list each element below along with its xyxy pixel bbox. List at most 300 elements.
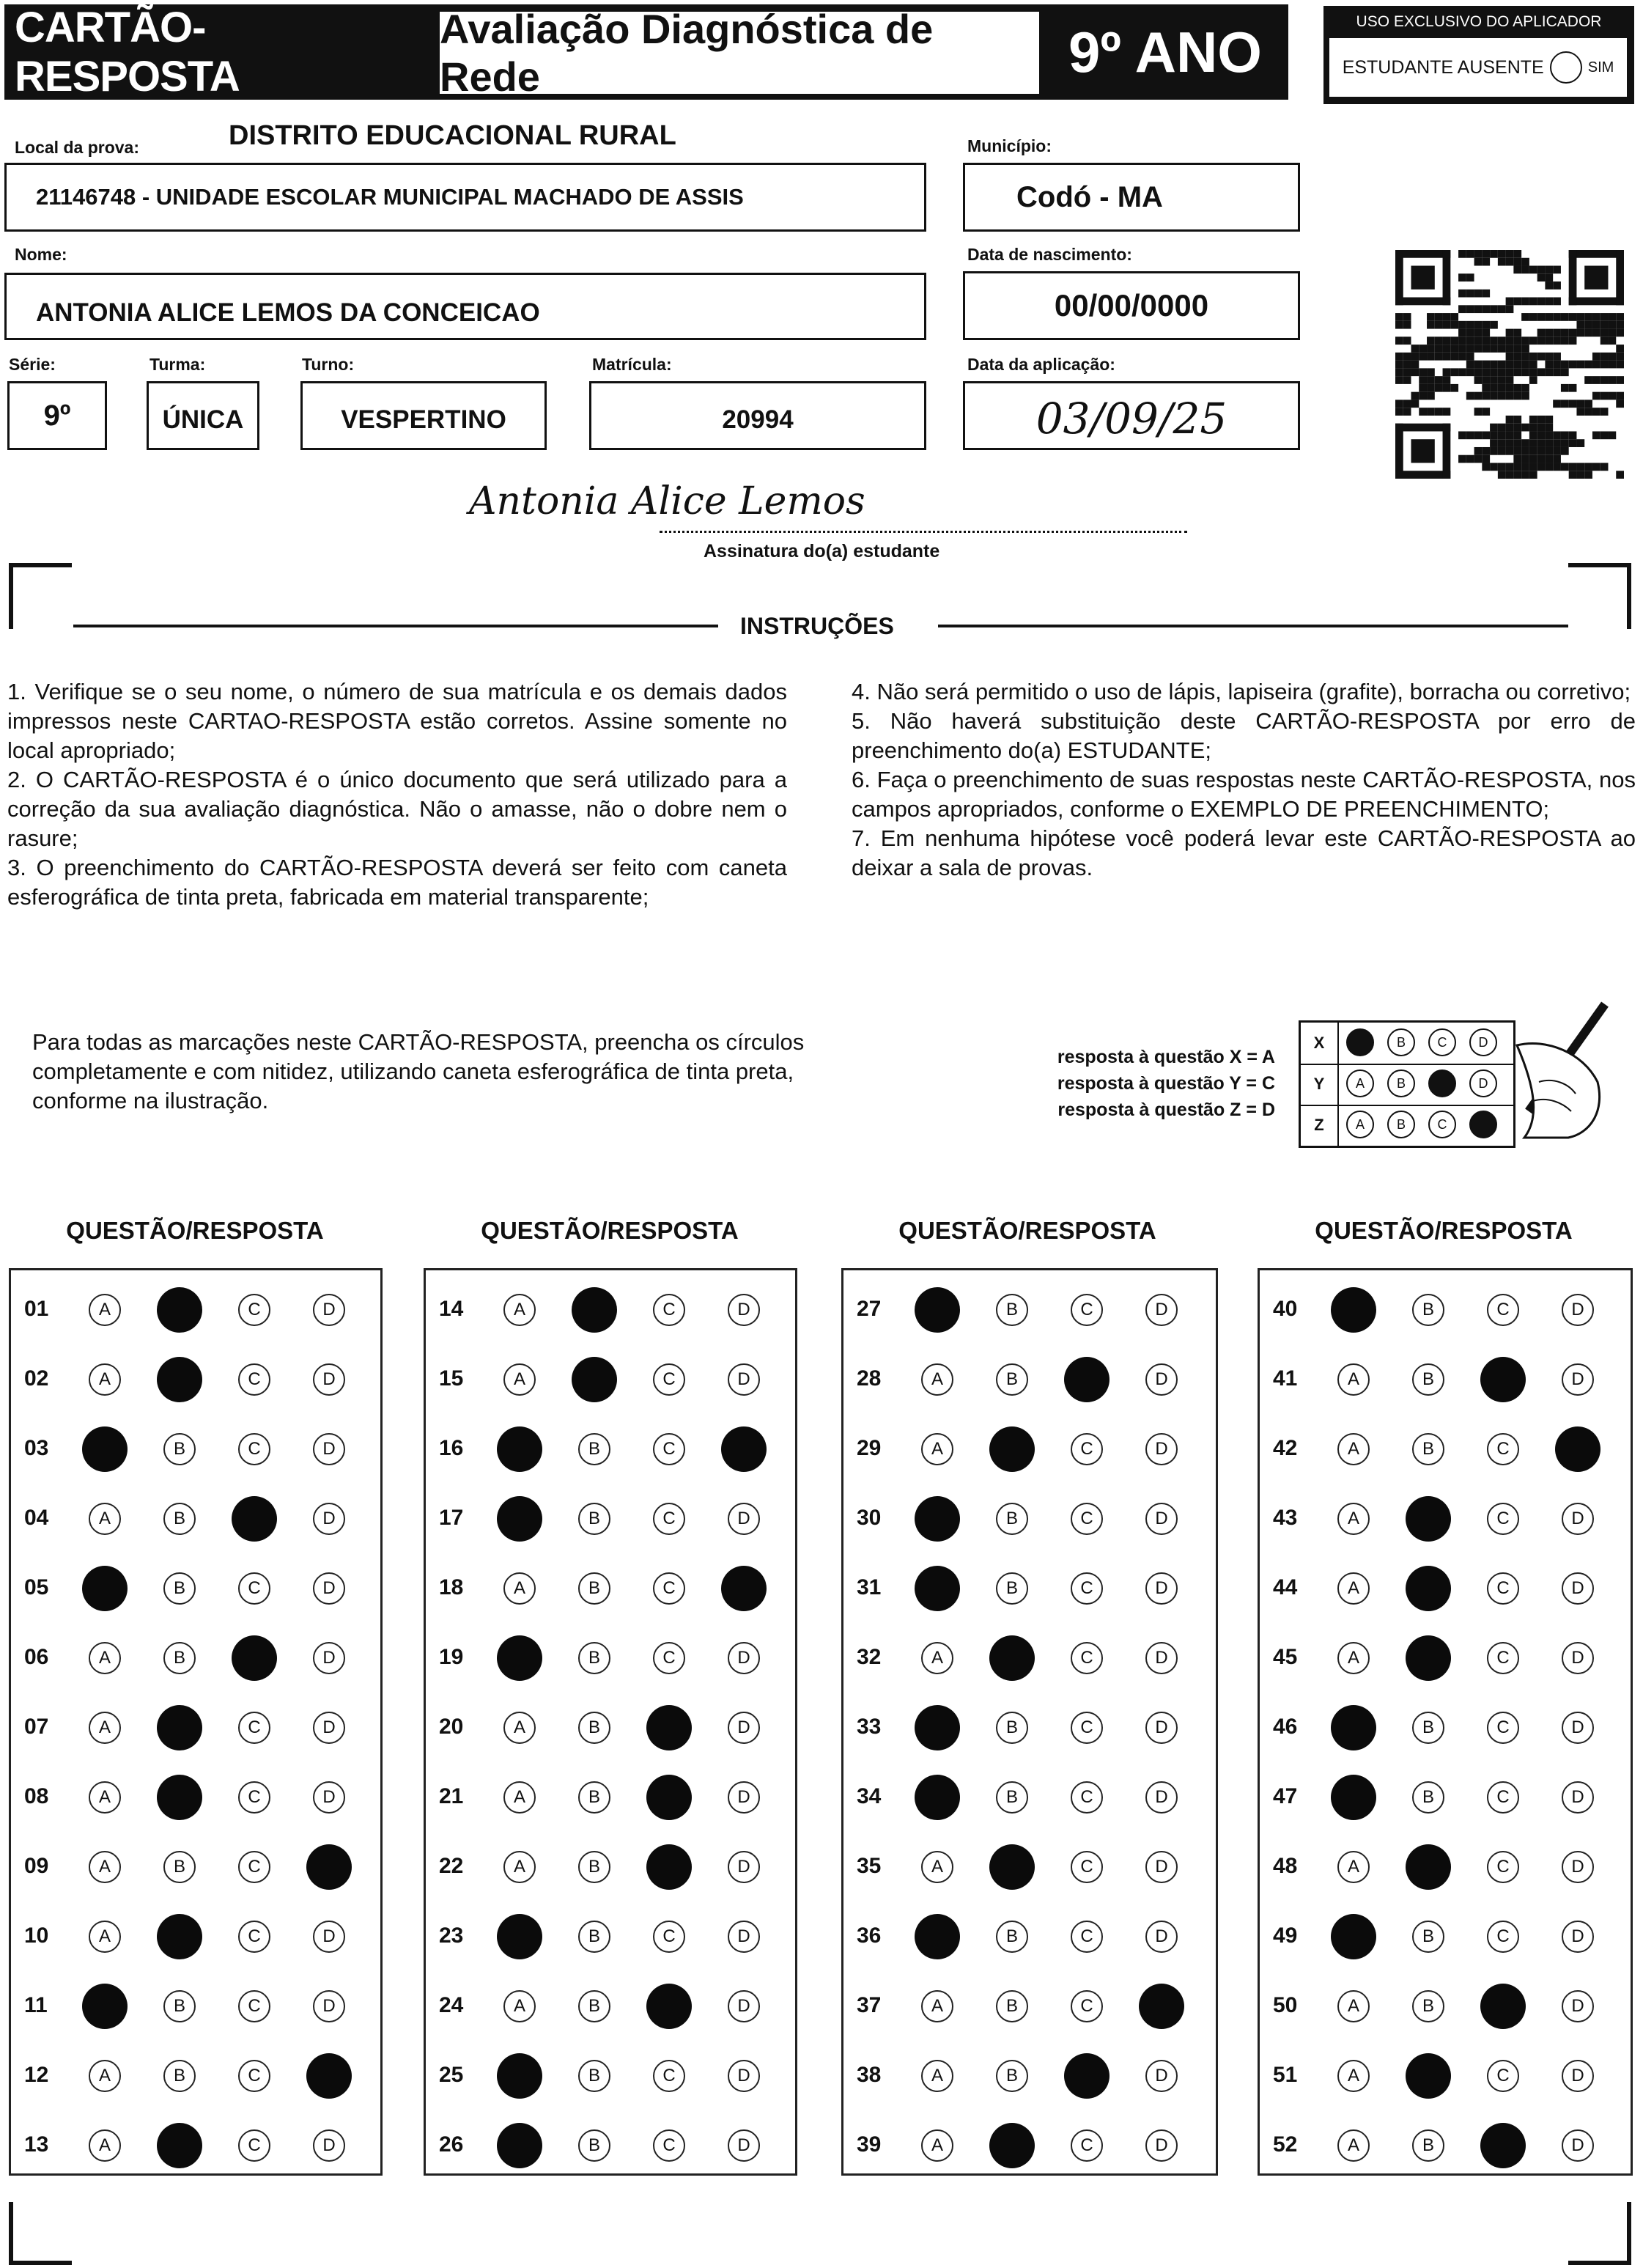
answer-bubble-d[interactable]: D xyxy=(1562,1294,1594,1326)
answer-bubble-b[interactable] xyxy=(1406,1566,1451,1611)
answer-bubble-d[interactable]: D xyxy=(313,1294,345,1326)
answer-bubble-d[interactable]: D xyxy=(728,1503,760,1535)
question-number: 41 xyxy=(1273,1366,1298,1391)
answer-bubble-d[interactable]: D xyxy=(1145,2129,1178,2162)
answer-bubble-b[interactable]: B xyxy=(578,1851,610,1883)
answer-bubble-a[interactable] xyxy=(1331,1705,1376,1750)
answer-bubble-d[interactable]: D xyxy=(1562,1572,1594,1605)
answer-bubble-d[interactable]: D xyxy=(313,1433,345,1465)
answer-bubble-b[interactable]: B xyxy=(163,2060,196,2092)
question-number: 06 xyxy=(24,1645,49,1669)
question-row xyxy=(426,1420,795,1479)
answer-bubble-a[interactable]: A xyxy=(503,1851,536,1883)
answer-bubble-b[interactable]: B xyxy=(1412,1990,1444,2022)
answer-bubble-d[interactable]: D xyxy=(1562,1781,1594,1814)
question-row xyxy=(1260,1559,1631,1618)
answer-bubble-a[interactable]: A xyxy=(921,1642,953,1674)
answer-bubble-a[interactable] xyxy=(915,1496,960,1542)
answer-bubble-a[interactable] xyxy=(82,1984,128,2029)
answer-bubble-d[interactable]: D xyxy=(1562,1990,1594,2022)
turma-label: Turma: xyxy=(149,355,206,374)
question-row xyxy=(1260,1768,1631,1827)
answer-bubble-d[interactable] xyxy=(306,1844,352,1890)
answer-bubble-c[interactable]: C xyxy=(238,2060,270,2092)
answer-bubble-d[interactable]: D xyxy=(1562,1921,1594,1953)
answer-bubble-d[interactable]: D xyxy=(1562,1503,1594,1535)
instructions-right xyxy=(852,677,1636,883)
column-title: QUESTÃO/RESPOSTA xyxy=(1315,1217,1573,1244)
answer-bubble-b[interactable]: B xyxy=(1412,1433,1444,1465)
question-number: 46 xyxy=(1273,1715,1298,1739)
answer-bubble-c[interactable]: C xyxy=(1487,1294,1519,1326)
answer-bubble-d[interactable]: D xyxy=(1145,2060,1178,2092)
answer-bubble-a[interactable]: A xyxy=(503,1712,536,1744)
question-number: 44 xyxy=(1273,1575,1298,1599)
answer-bubble-b[interactable]: B xyxy=(1412,1294,1444,1326)
nome-value: ANTONIA ALICE LEMOS DA CONCEICAO xyxy=(36,298,540,327)
answer-bubble-a[interactable]: A xyxy=(1337,1572,1370,1605)
answer-bubble-b[interactable] xyxy=(1406,1496,1451,1542)
answer-bubble-d[interactable] xyxy=(1139,1984,1184,2029)
answer-bubble-b[interactable]: B xyxy=(996,1921,1028,1953)
answer-bubble-c[interactable]: C xyxy=(1487,1781,1519,1814)
answer-bubble-d[interactable]: D xyxy=(313,1990,345,2022)
answer-bubble-b[interactable]: B xyxy=(163,1851,196,1883)
answer-bubble-b[interactable]: B xyxy=(578,1921,610,1953)
answer-bubble-c[interactable]: C xyxy=(238,1294,270,1326)
municipio-field xyxy=(963,163,1300,232)
answer-bubble-c[interactable] xyxy=(646,1775,692,1820)
answer-bubble-c[interactable]: C xyxy=(1487,1642,1519,1674)
example-bubble: B xyxy=(1387,1111,1415,1138)
answer-bubble-b[interactable]: B xyxy=(163,1642,196,1674)
turma-value: ÚNICA xyxy=(162,405,244,434)
example-bubble: C xyxy=(1428,1028,1456,1056)
example-bubble: A xyxy=(1346,1111,1374,1138)
answer-bubble-b[interactable]: B xyxy=(578,1572,610,1605)
answer-bubble-a[interactable]: A xyxy=(89,2060,121,2092)
instructions-rule-left xyxy=(73,625,718,627)
answer-bubble-d[interactable]: D xyxy=(728,2060,760,2092)
question-row xyxy=(11,1490,380,1548)
answer-bubble-c[interactable]: C xyxy=(653,1433,685,1465)
question-number: 31 xyxy=(857,1575,882,1599)
answer-column xyxy=(1258,1268,1633,2176)
absent-label: ESTUDANTE AUSENTE xyxy=(1342,56,1544,78)
answer-bubble-c[interactable]: C xyxy=(238,1921,270,1953)
answer-bubble-d[interactable] xyxy=(1555,1426,1600,1472)
answer-bubble-d[interactable]: D xyxy=(1145,1503,1178,1535)
question-row xyxy=(1260,1698,1631,1757)
answer-bubble-a[interactable]: A xyxy=(503,1572,536,1605)
example-bubble-filled xyxy=(1346,1028,1374,1056)
answer-bubble-b[interactable]: B xyxy=(996,2060,1028,2092)
answer-bubble-d[interactable]: D xyxy=(728,1712,760,1744)
question-row xyxy=(426,1838,795,1896)
answer-bubble-c[interactable]: C xyxy=(1071,1642,1103,1674)
answer-bubble-a[interactable]: A xyxy=(89,1712,121,1744)
answer-bubble-a[interactable]: A xyxy=(1337,1363,1370,1396)
answer-bubble-c[interactable]: C xyxy=(238,1781,270,1814)
answer-bubble-d[interactable]: D xyxy=(1562,2060,1594,2092)
answer-bubble-b[interactable] xyxy=(1406,1635,1451,1681)
corner-mark-tl xyxy=(9,563,72,629)
answer-bubble-d[interactable]: D xyxy=(313,1712,345,1744)
question-row xyxy=(843,1768,1216,1827)
aplicacao-label: Data da aplicação: xyxy=(967,355,1115,374)
answer-bubble-d[interactable]: D xyxy=(728,1363,760,1396)
answer-bubble-a[interactable]: A xyxy=(921,1851,953,1883)
answer-bubble-c[interactable]: C xyxy=(653,1572,685,1605)
answer-bubble-c[interactable] xyxy=(1064,2053,1110,2099)
question-row xyxy=(843,2047,1216,2105)
question-number: 27 xyxy=(857,1297,882,1321)
answer-bubble-b[interactable]: B xyxy=(578,1781,610,1814)
answer-bubble-c[interactable]: C xyxy=(1487,1572,1519,1605)
answer-bubble-c[interactable]: C xyxy=(238,2129,270,2162)
nome-field xyxy=(4,273,926,340)
answer-bubble-d[interactable]: D xyxy=(313,2129,345,2162)
answer-bubble-c[interactable] xyxy=(646,1844,692,1890)
question-row xyxy=(426,1977,795,2036)
applicator-box xyxy=(1323,6,1634,104)
answer-bubble-d[interactable]: D xyxy=(728,1851,760,1883)
answer-bubble-a[interactable] xyxy=(915,1775,960,1820)
answer-bubble-c[interactable]: C xyxy=(653,2129,685,2162)
answer-bubble-b[interactable] xyxy=(1406,2053,1451,2099)
answer-bubble-b[interactable]: B xyxy=(1412,1921,1444,1953)
answer-bubble-b[interactable]: B xyxy=(578,2129,610,2162)
question-number: 28 xyxy=(857,1366,882,1391)
answer-bubble-a[interactable]: A xyxy=(89,1851,121,1883)
question-number: 49 xyxy=(1273,1923,1298,1948)
answer-bubble-a[interactable] xyxy=(82,1426,128,1472)
answer-bubble-d[interactable]: D xyxy=(728,1781,760,1814)
answer-bubble-d[interactable]: D xyxy=(728,1642,760,1674)
question-number: 04 xyxy=(24,1506,49,1530)
answer-bubble-c[interactable]: C xyxy=(653,1921,685,1953)
example-bubble: C xyxy=(1428,1111,1456,1138)
answer-bubble-b[interactable]: B xyxy=(996,1572,1028,1605)
answer-bubble-a[interactable]: A xyxy=(89,1294,121,1326)
signature-line xyxy=(660,531,1187,533)
nascimento-field xyxy=(963,271,1300,340)
question-number: 39 xyxy=(857,2132,882,2157)
answer-column xyxy=(841,1268,1218,2176)
example-legend-line: resposta à questão X = A xyxy=(1057,1047,1275,1067)
question-number: 15 xyxy=(439,1366,464,1391)
answer-bubble-b[interactable] xyxy=(157,2123,202,2168)
answer-bubble-d[interactable]: D xyxy=(313,1921,345,1953)
example-bubble: B xyxy=(1387,1028,1415,1056)
answer-bubble-a[interactable]: A xyxy=(1337,1851,1370,1883)
answer-bubble-d[interactable]: D xyxy=(1145,1642,1178,1674)
answer-bubble-a[interactable] xyxy=(82,1566,128,1611)
answer-bubble-d[interactable]: D xyxy=(1562,1712,1594,1744)
answer-bubble-c[interactable]: C xyxy=(653,1503,685,1535)
answer-bubble-a[interactable] xyxy=(1331,1775,1376,1820)
answer-bubble-b[interactable]: B xyxy=(1412,1781,1444,1814)
answer-bubble-b[interactable] xyxy=(1406,1844,1451,1890)
example-bubble-filled xyxy=(1469,1111,1497,1138)
answer-bubble-b[interactable] xyxy=(157,1914,202,1959)
answer-bubble-d[interactable]: D xyxy=(1145,1781,1178,1814)
question-row xyxy=(843,1977,1216,2036)
answer-bubble-d[interactable]: D xyxy=(1145,1363,1178,1396)
question-row xyxy=(1260,1350,1631,1409)
instruction-item: 7. Em nenhuma hipótese você poderá levar este CARTÃO-RESPOSTA ao deixar a sala de provas. xyxy=(852,825,1636,880)
answer-bubble-c[interactable]: C xyxy=(238,1363,270,1396)
answer-bubble-c[interactable] xyxy=(646,1705,692,1750)
answer-bubble-c[interactable] xyxy=(646,1984,692,2029)
question-number: 21 xyxy=(439,1784,464,1808)
question-row xyxy=(843,1559,1216,1618)
question-row xyxy=(426,1559,795,1618)
local-district: DISTRITO EDUCACIONAL RURAL xyxy=(229,120,676,151)
answer-bubble-d[interactable]: D xyxy=(728,2129,760,2162)
question-row xyxy=(843,1420,1216,1479)
answer-bubble-b[interactable]: B xyxy=(578,1642,610,1674)
answer-bubble-b[interactable] xyxy=(157,1287,202,1333)
answer-bubble-b[interactable]: B xyxy=(1412,1363,1444,1396)
turno-label: Turno: xyxy=(302,355,355,374)
example-bubble: D xyxy=(1469,1069,1497,1097)
answer-bubble-b[interactable]: B xyxy=(996,1990,1028,2022)
answer-bubble-c[interactable]: C xyxy=(1487,1712,1519,1744)
answer-bubble-a[interactable]: A xyxy=(921,1990,953,2022)
answer-bubble-d[interactable]: D xyxy=(313,1363,345,1396)
answer-bubble-a[interactable]: A xyxy=(1337,2060,1370,2092)
answer-bubble-b[interactable] xyxy=(989,1635,1035,1681)
answer-bubble-c[interactable]: C xyxy=(1487,2060,1519,2092)
answer-bubble-a[interactable] xyxy=(1331,1287,1376,1333)
answer-bubble-d[interactable]: D xyxy=(313,1572,345,1605)
question-row xyxy=(11,1281,380,1339)
answer-bubble-d[interactable]: D xyxy=(313,1781,345,1814)
instruction-item: 3. O preenchimento do CARTÃO-RESPOSTA deverá ser feito com caneta esferográfica de tinta preta, fabricada em material transparente; xyxy=(7,855,787,910)
question-row xyxy=(11,1907,380,1966)
question-number: 17 xyxy=(439,1506,464,1530)
answer-bubble-b[interactable]: B xyxy=(578,1990,610,2022)
answer-bubble-d[interactable]: D xyxy=(1145,1572,1178,1605)
answer-bubble-a[interactable]: A xyxy=(503,1990,536,2022)
answer-bubble-c[interactable]: C xyxy=(1071,1921,1103,1953)
answer-bubble-a[interactable]: A xyxy=(921,2060,953,2092)
answer-bubble-d[interactable] xyxy=(306,2053,352,2099)
answer-bubble-c[interactable]: C xyxy=(1071,1990,1103,2022)
answer-column xyxy=(424,1268,797,2176)
answer-bubble-c[interactable]: C xyxy=(1487,1921,1519,1953)
answer-bubble-c[interactable] xyxy=(1480,2123,1526,2168)
answer-bubble-b[interactable]: B xyxy=(578,2060,610,2092)
question-number: 43 xyxy=(1273,1506,1298,1530)
example-row-label: Z xyxy=(1301,1105,1339,1146)
answer-bubble-c[interactable]: C xyxy=(238,1572,270,1605)
answer-bubble-b[interactable] xyxy=(989,2123,1035,2168)
question-number: 05 xyxy=(24,1575,49,1599)
answer-bubble-a[interactable]: A xyxy=(1337,1990,1370,2022)
applicator-title: USO EXCLUSIVO DO APLICADOR xyxy=(1356,13,1602,30)
answer-bubble-b[interactable]: B xyxy=(1412,2129,1444,2162)
answer-bubble-a[interactable]: A xyxy=(89,1642,121,1674)
answer-bubble-a[interactable]: A xyxy=(1337,1503,1370,1535)
answer-bubble-c[interactable]: C xyxy=(1487,1433,1519,1465)
example-row xyxy=(1301,1023,1513,1065)
answer-bubble-d[interactable] xyxy=(721,1566,767,1611)
answer-bubble-d[interactable]: D xyxy=(728,1921,760,1953)
question-number: 51 xyxy=(1273,2063,1298,2087)
answer-bubble-c[interactable]: C xyxy=(1071,1572,1103,1605)
question-number: 12 xyxy=(24,2063,49,2087)
answer-bubble-c[interactable]: C xyxy=(238,1851,270,1883)
answer-bubble-c[interactable]: C xyxy=(238,1990,270,2022)
signature-handwritten: Antonia Alice Lemos xyxy=(469,479,865,523)
question-number: 40 xyxy=(1273,1297,1298,1321)
fill-note: Para todas as marcações neste CARTÃO-RESPOSTA, preencha os círculos completamente e com nitidez, utilizando caneta esferográfica de tinta preta, conforme na ilustração. xyxy=(32,1029,805,1113)
answer-bubble-a[interactable]: A xyxy=(921,1433,953,1465)
question-number: 13 xyxy=(24,2132,49,2157)
answer-bubble-c[interactable]: C xyxy=(238,1433,270,1465)
answer-bubble-a[interactable] xyxy=(497,1635,542,1681)
answer-bubble-b[interactable]: B xyxy=(996,1363,1028,1396)
answer-bubble-d[interactable]: D xyxy=(313,1503,345,1535)
answer-bubble-c[interactable]: C xyxy=(653,2060,685,2092)
answer-bubble-b[interactable] xyxy=(572,1287,617,1333)
answer-bubble-a[interactable]: A xyxy=(503,1363,536,1396)
question-number: 37 xyxy=(857,1993,882,2017)
answer-bubble-c[interactable]: C xyxy=(1487,1503,1519,1535)
example-bubble-filled xyxy=(1428,1069,1456,1097)
answer-bubble-c[interactable]: C xyxy=(1071,1433,1103,1465)
question-row xyxy=(1260,1977,1631,2036)
answer-bubble-a[interactable]: A xyxy=(1337,2129,1370,2162)
answer-bubble-b[interactable]: B xyxy=(578,1433,610,1465)
answer-bubble-a[interactable] xyxy=(497,2053,542,2099)
question-number: 26 xyxy=(439,2132,464,2157)
answer-bubble-a[interactable] xyxy=(1331,1914,1376,1959)
answer-bubble-b[interactable] xyxy=(989,1844,1035,1890)
question-row xyxy=(426,1907,795,1966)
answer-bubble-c[interactable]: C xyxy=(1071,1851,1103,1883)
answer-bubble-d[interactable]: D xyxy=(1145,1433,1178,1465)
absent-checkbox[interactable] xyxy=(1550,51,1582,84)
answer-bubble-c[interactable]: C xyxy=(1071,1712,1103,1744)
question-number: 52 xyxy=(1273,2132,1298,2157)
answer-bubble-d[interactable]: D xyxy=(1562,1851,1594,1883)
answer-bubble-d[interactable]: D xyxy=(728,1294,760,1326)
answer-bubble-c[interactable]: C xyxy=(1487,1851,1519,1883)
answer-bubble-b[interactable] xyxy=(157,1705,202,1750)
answer-bubble-b[interactable]: B xyxy=(996,1781,1028,1814)
answer-bubble-d[interactable] xyxy=(721,1426,767,1472)
answer-bubble-a[interactable]: A xyxy=(921,1363,953,1396)
question-row xyxy=(843,2116,1216,2175)
answer-bubble-b[interactable] xyxy=(157,1775,202,1820)
answer-bubble-a[interactable] xyxy=(497,1496,542,1542)
answer-bubble-b[interactable]: B xyxy=(996,1294,1028,1326)
answer-bubble-b[interactable]: B xyxy=(578,1503,610,1535)
answer-bubble-b[interactable] xyxy=(157,1357,202,1402)
answer-bubble-d[interactable]: D xyxy=(1562,1363,1594,1396)
answer-bubble-a[interactable]: A xyxy=(89,2129,121,2162)
nascimento-label: Data de nascimento: xyxy=(967,245,1132,264)
answer-bubble-c[interactable]: C xyxy=(1071,2129,1103,2162)
answer-bubble-c[interactable] xyxy=(232,1635,277,1681)
answer-bubble-a[interactable]: A xyxy=(89,1363,121,1396)
answer-bubble-c[interactable]: C xyxy=(653,1363,685,1396)
answer-bubble-a[interactable]: A xyxy=(1337,1433,1370,1465)
answer-bubble-a[interactable] xyxy=(915,1566,960,1611)
answer-bubble-d[interactable]: D xyxy=(1145,1851,1178,1883)
question-row xyxy=(843,1281,1216,1339)
answer-column xyxy=(9,1268,383,2176)
answer-bubble-d[interactable]: D xyxy=(313,1642,345,1674)
answer-bubble-d[interactable]: D xyxy=(1562,1642,1594,1674)
answer-bubble-a[interactable] xyxy=(915,1287,960,1333)
question-row xyxy=(11,1768,380,1827)
answer-bubble-b[interactable]: B xyxy=(578,1712,610,1744)
answer-bubble-b[interactable] xyxy=(989,1426,1035,1472)
answer-bubble-c[interactable]: C xyxy=(238,1712,270,1744)
answer-bubble-a[interactable] xyxy=(915,1914,960,1959)
answer-bubble-c[interactable] xyxy=(1064,1357,1110,1402)
answer-bubble-b[interactable]: B xyxy=(163,1990,196,2022)
answer-bubble-d[interactable]: D xyxy=(1145,1921,1178,1953)
answer-bubble-b[interactable]: B xyxy=(1412,1712,1444,1744)
answer-bubble-d[interactable]: D xyxy=(728,1990,760,2022)
answer-bubble-a[interactable]: A xyxy=(89,1503,121,1535)
question-number: 03 xyxy=(24,1436,49,1460)
question-row xyxy=(426,2116,795,2175)
answer-bubble-b[interactable]: B xyxy=(996,1503,1028,1535)
answer-bubble-a[interactable]: A xyxy=(1337,1642,1370,1674)
example-row xyxy=(1301,1105,1513,1146)
answer-bubble-c[interactable]: C xyxy=(653,1294,685,1326)
answer-bubble-a[interactable] xyxy=(915,1705,960,1750)
question-row xyxy=(426,1629,795,1687)
answer-bubble-d[interactable]: D xyxy=(1145,1712,1178,1744)
answer-bubble-b[interactable]: B xyxy=(163,1572,196,1605)
answer-bubble-a[interactable]: A xyxy=(921,2129,953,2162)
question-number: 22 xyxy=(439,1854,464,1878)
exam-title: Avaliação Diagnóstica de Rede xyxy=(440,12,1039,94)
answer-bubble-a[interactable]: A xyxy=(89,1781,121,1814)
answer-bubble-c[interactable] xyxy=(1480,1984,1526,2029)
matricula-label: Matrícula: xyxy=(592,355,672,374)
answer-bubble-b[interactable]: B xyxy=(163,1503,196,1535)
answer-bubble-a[interactable] xyxy=(497,1426,542,1472)
answer-bubble-a[interactable] xyxy=(497,2123,542,2168)
answer-bubble-c[interactable]: C xyxy=(1071,1781,1103,1814)
answer-bubble-b[interactable] xyxy=(572,1357,617,1402)
signature-caption: Assinatura do(a) estudante xyxy=(704,541,940,562)
answer-bubble-c[interactable]: C xyxy=(1071,1503,1103,1535)
answer-bubble-a[interactable]: A xyxy=(89,1921,121,1953)
answer-bubble-c[interactable] xyxy=(1480,1357,1526,1402)
answer-bubble-d[interactable]: D xyxy=(1145,1294,1178,1326)
answer-bubble-b[interactable]: B xyxy=(996,1712,1028,1744)
answer-bubble-a[interactable]: A xyxy=(503,1294,536,1326)
example-bubble: A xyxy=(1346,1069,1374,1097)
answer-bubble-a[interactable] xyxy=(497,1914,542,1959)
answer-bubble-b[interactable]: B xyxy=(163,1433,196,1465)
answer-bubble-d[interactable]: D xyxy=(1562,2129,1594,2162)
answer-bubble-c[interactable]: C xyxy=(653,1642,685,1674)
answer-bubble-c[interactable]: C xyxy=(1071,1294,1103,1326)
question-number: 20 xyxy=(439,1715,464,1739)
answer-bubble-c[interactable] xyxy=(232,1496,277,1542)
answer-bubble-a[interactable]: A xyxy=(503,1781,536,1814)
